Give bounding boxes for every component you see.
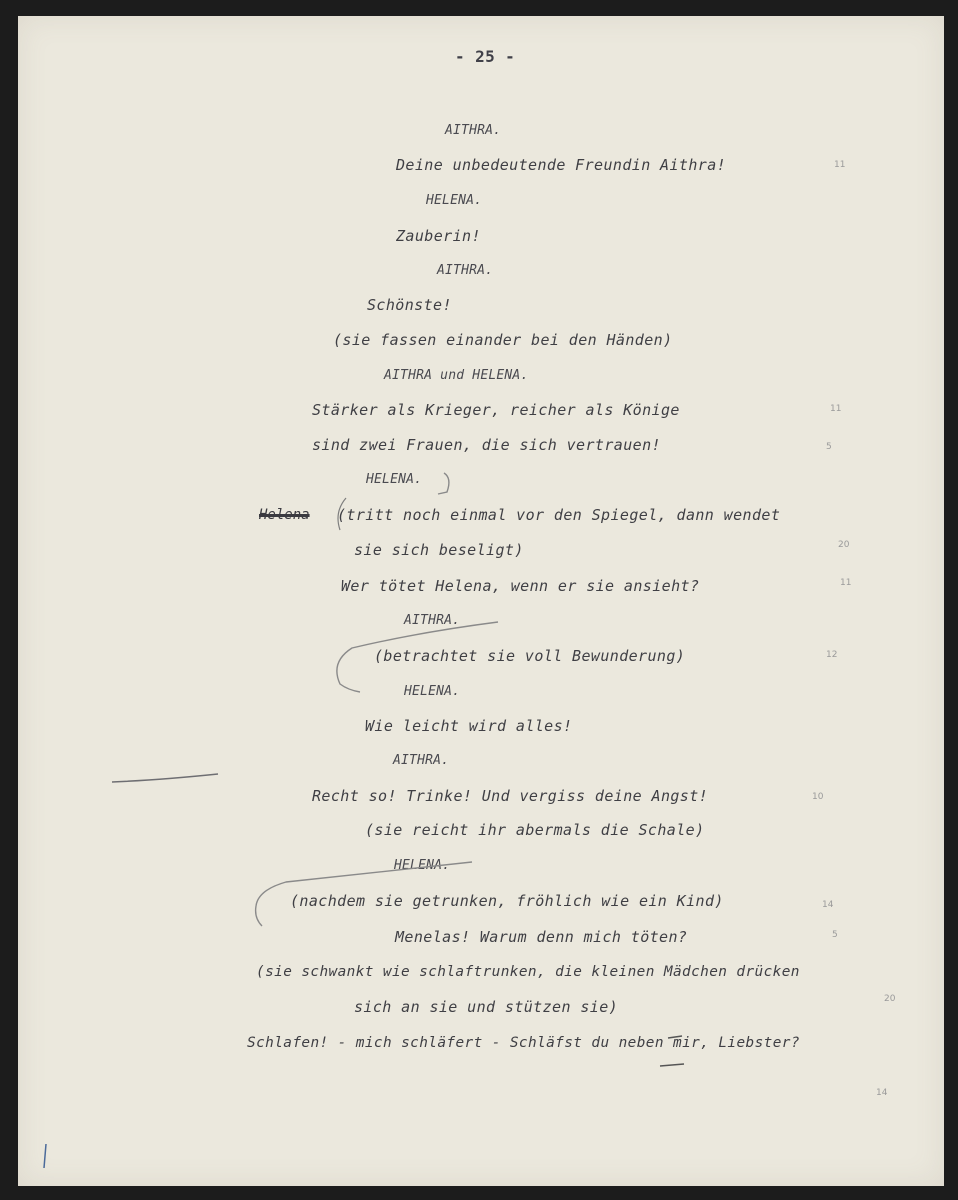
stage-direction: (nachdem sie getrunken, fröhlich wie ein Kind) [290,892,724,910]
stage-direction: (sie fassen einander bei den Händen) [333,331,673,349]
dialogue-line: Wie leicht wird alles! [365,717,573,735]
margin-mark: 5 [826,442,832,452]
struck-word: Helena [259,507,310,523]
speaker-line: HELENA. [366,472,423,487]
margin-mark: 20 [884,994,896,1004]
stage-direction: (sie reicht ihr abermals die Schale) [365,821,705,839]
margin-mark: 5 [832,930,838,940]
dialogue-line: Stärker als Krieger, reicher als Könige [312,401,680,419]
margin-mark: 11 [834,160,846,170]
dialogue-line: Zauberin! [396,227,481,245]
dialogue-line: Menelas! Warum denn mich töten? [395,928,688,946]
dialogue-line: Recht so! Trinke! Und vergiss deine Angst! [312,787,709,805]
page-number: - 25 - [455,47,516,66]
margin-mark: 11 [830,404,842,414]
margin-mark: 14 [876,1088,888,1098]
dialogue-line: Wer tötet Helena, wenn er sie ansieht? [341,577,700,595]
stage-direction: sich an sie und stützen sie) [354,998,619,1016]
margin-mark: 12 [826,650,838,660]
speaker-line: HELENA. [394,858,451,873]
speaker-line: AITHRA und HELENA. [384,368,529,383]
speaker-line: AITHRA. [437,263,494,278]
speaker-line: AITHRA. [445,123,502,138]
speaker-line: HELENA. [426,193,483,208]
dialogue-line: Schlafen! - mich schläfert - Schläfst du neben mir, Liebster? [247,1035,800,1051]
margin-mark: 14 [822,900,834,910]
dialogue-line: Deine unbedeutende Freundin Aithra! [396,156,727,174]
speaker-line: HELENA. [404,684,461,699]
speaker-line: AITHRA. [393,753,450,768]
margin-mark: 10 [812,792,824,802]
dialogue-line: Schönste! [367,296,452,314]
margin-mark: 11 [840,578,852,588]
speaker-line: AITHRA. [404,613,461,628]
margin-mark: 20 [838,540,850,550]
stage-direction: (tritt noch einmal vor den Spiegel, dann wendet [337,506,781,524]
dialogue-line: sind zwei Frauen, die sich vertrauen! [312,436,661,454]
stage-direction: (sie schwankt wie schlaftrunken, die kleinen Mädchen drücken [256,964,800,980]
stage-direction: (betrachtet sie voll Bewunderung) [374,647,686,665]
stage-direction: sie sich beseligt) [354,541,524,559]
